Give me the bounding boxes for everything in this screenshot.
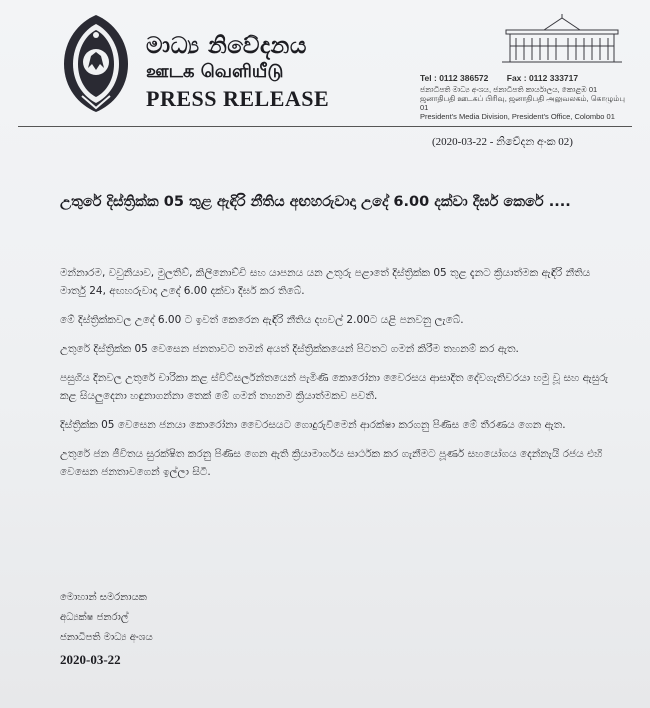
fax-number: Fax : 0112 333717 — [506, 73, 579, 83]
address-tamil: ஜனாதிபதி ஊடகப் பிரிவு, ஜனாதிபதி அலுவலகம், கொழும்பு 01 — [420, 94, 625, 112]
contact-block — [420, 74, 632, 121]
title-sinhala: මාධ්‍ය නිවේදනය — [146, 32, 307, 59]
body-text — [60, 264, 612, 492]
signatory-office: ජනාධිපති මාධ්‍ය අංශය — [60, 632, 153, 643]
address-sinhala: ජනාධිපති මාධ්‍ය අංශය, ජනාධිපති කාර්යාලය, කොළඹ 01 — [420, 85, 598, 94]
reference-line: (2020-03-22 - නිවේදන අංක 02) — [432, 136, 573, 148]
presidential-building-logo — [496, 12, 628, 64]
paragraph: දිස්ත්‍රික්ක 05 වෙසෙන ජනයා කොරෝනා වෛරසයට ගොදුරුවීමෙන් ආරක්ෂා කරගනු පිණිස මේ තීරණය ගෙන ඇත. — [60, 419, 566, 431]
paragraph: උතුරේ දිස්ත්‍රික්ක 05 වෙසෙන ජනතාවට තමන් අයත් දිස්ත්‍රික්කයෙන් පිටතට ගමන් කිරීම තහනම් කර ඇත. — [60, 343, 519, 355]
paragraph: මේ දිස්ත්‍රික්කවල උදේ 6.00 ට ඉවත් කෙරෙන ඇඳිරි නීතිය දහවල් 2.00ට යළි පනවනු ලැබේ. — [60, 314, 464, 326]
tel-number: Tel : 0112 386572 — [420, 73, 489, 83]
phone-line — [420, 74, 632, 83]
header-divider — [18, 126, 632, 127]
paragraph: පසුගිය දිනවල උතුරේ චාරිකා කළ ස්විට්සර්ලන්තයෙන් පැමිණි කොරෝනා වෛරසය ආසාදිත දේවගැතිවරයා හමු වූ සහ ඇසුරු කළ සියලුදෙනා හඳුනාගන්නා තෙක් මේ ගමන් තහනම ක්‍රියාත්මකව පවතී. — [60, 372, 609, 402]
paragraph: මන්නාරම, වවුනියාව, මුලතිව්, කිලිනොච්චි සහ යාපනය යන උතුරු පළාතේ දිස්ත්‍රික්ක 05 තුළ දැනට ක්‍රියාත්මක ඇඳිරි නීතිය මාර්තු 24, අඟහරුවාදා උදේ 6.00 දක්වා දීර්ඝ කර තිබේ. — [60, 267, 591, 297]
national-emblem-logo — [58, 12, 134, 116]
signature-block — [60, 588, 153, 648]
address-english: President's Media Division, President's Office, Colombo 01 — [420, 112, 615, 121]
signatory-title: අධ්‍යක්ෂ ජනරාල් — [60, 612, 129, 623]
headline: උතුරේ දිස්ත්‍රික්ක 05 තුළ ඇඳිරි නීතිය අඟහරුවාදා උදේ 6.00 දක්වා දීර්ඝ කෙරේ .... — [60, 194, 571, 210]
signature-date: 2020-03-22 — [60, 652, 121, 667]
title-english: PRESS RELEASE — [146, 86, 330, 111]
paragraph: උතුරේ ජන ජීවිතය සුරක්ෂිත කරනු පිණිස ගෙන ඇති ක්‍රියාමාර්ගය සාර්ථක කර ගැනීමට පූර්ණ සහයෝගය දෙන්නැයි රජය එහි වෙසෙන ජනතාවගෙන් ඉල්ලා සිටී. — [60, 448, 603, 478]
title-tamil: ஊடக வெளியீடு — [146, 61, 284, 82]
signatory-name: මොහාන් සමරනායක — [60, 592, 147, 603]
